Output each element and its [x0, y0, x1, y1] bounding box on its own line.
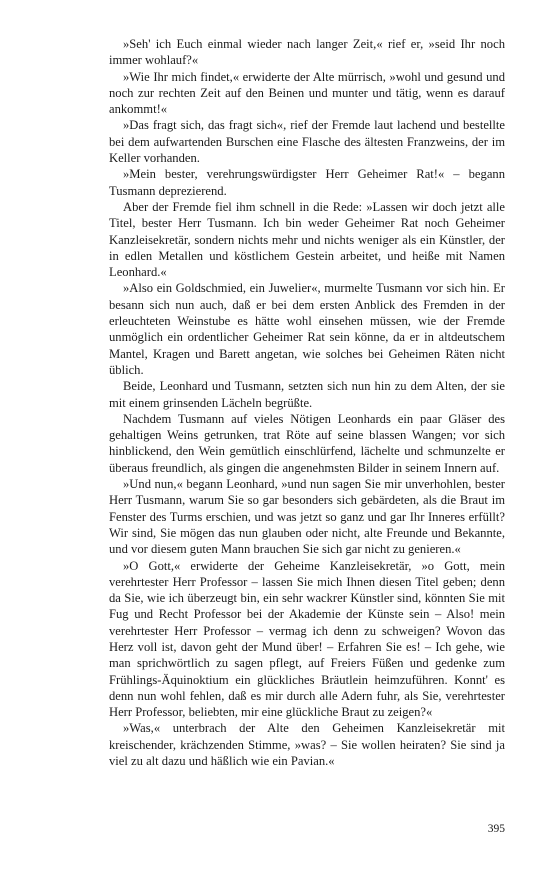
paragraph-10: »O Gott,« erwiderte der Geheime Kanzleisekretär, »o Gott, mein verehrtester Herr Professor – lassen Sie mich Ihnen diesen Titel geben; denn da Sie, wie ich überzeugt bin, ein sehr wackrer Künstler sind, könnten Sie mit Fug und Recht Professor bei der Akademie der Künste sein – Also! mein verehrtester Herr Professor – vermag ich denn zu schweigen? Wovon das Herz voll ist, davon geht der Mund über! – Erfahren Sie es! – Ich gehe, wie man sprichwörtlich zu sagen pflegt, auf Freiers Füßen und gedenke zum Frühlings-Äquinoktium ein glückliches Bräutlein heimzuführen. Konnt' es denn nun wohl fehlen, daß es mir durch alle Adern fuhr, als Sie, verehrtester Herr Professor, beliebten, mir eine glückliche Braut zu zeigen?«: [109, 558, 505, 720]
body-text: [109, 36, 505, 769]
paragraph-2: »Wie Ihr mich findet,« erwiderte der Alte mürrisch, »wohl und gesund und noch zur rechten Zeit auf den Beinen und munter und tätig, wenn es darauf ankommt!«: [109, 69, 505, 117]
paragraph-7: Beide, Leonhard und Tusmann, setzten sich nun hin zu dem Alten, der sie mit einem grinsenden Lächeln begrüßte.: [109, 379, 505, 410]
paragraph-9: »Und nun,« begann Leonhard, »und nun sagen Sie mir unverhohlen, bester Herr Tusmann, warum Sie so gar besonders sich gebärdeten, als die Braut im Fenster des Turms erschien, und was jetzt so ganz und gar Ihr Inneres erfüllt? Wir sind, Sie mögen das nun glauben oder nicht, alte Freunde und Bekannte, und vor diesem guten Mann brauchen Sie sich gar nicht zu genieren.«: [109, 477, 505, 557]
paragraph-8: Nachdem Tusmann auf vieles Nötigen Leonhards ein paar Gläser des gehaltigen Weins getrunken, trat Röte auf seine blassen Wangen; vor sich hinblickend, den Wein gemütlich einschlürfend, lächelte und schmunzelte er überaus freundlich, als gingen die angenehmsten Bilder in seinem Innern auf.: [109, 411, 505, 475]
paragraph-4: »Mein bester, verehrungswürdigster Herr Geheimer Rat!« – begann Tusmann deprezierend.: [109, 167, 505, 198]
paragraph-1: »Seh' ich Euch einmal wieder nach langer Zeit,« rief er, »seid Ihr noch immer wohlauf?«: [109, 37, 505, 68]
paragraph-11: »Was,« unterbrach der Alte den Geheimen Kanzleisekretär mit kreischender, krächzenden Stimme, »was? – Sie wollen heiraten? Sie sind ja viel zu alt dazu und häßlich wie ein Pavian.«: [109, 721, 505, 769]
page-number: 395: [487, 823, 505, 835]
paragraph-3: »Das fragt sich, das fragt sich«, rief der Fremde laut lachend und bestellte bei dem aufwartenden Burschen eine Flasche des ältesten Franzweins, der im Keller vorhanden.: [109, 118, 505, 166]
paragraph-5: Aber der Fremde fiel ihm schnell in die Rede: »Lassen wir doch jetzt alle Titel, bester Herr Tusmann. Ich bin weder Geheimer Rat noch Geheimer Kanzleisekretär, sondern nichts mehr und nichts weniger als ein Künstler, der in edlen Metallen und köstlichem Gestein arbeitet, und heiße mit Namen Leonhard.«: [109, 199, 505, 280]
paragraph-6: »Also ein Goldschmied, ein Juwelier«, murmelte Tusmann vor sich hin. Er besann sich nun auch, daß er bei dem ersten Anblick des Fremden in der erleuchteten Weinstube es hätte wohl einsehen müssen, wie der Fremde unmöglich ein ordentlicher Geheimer Rat sein könne, da er in altdeutschem Mantel, Kragen und Barett angetan, wie solches bei Geheimen Räten nicht üblich.: [109, 281, 505, 377]
